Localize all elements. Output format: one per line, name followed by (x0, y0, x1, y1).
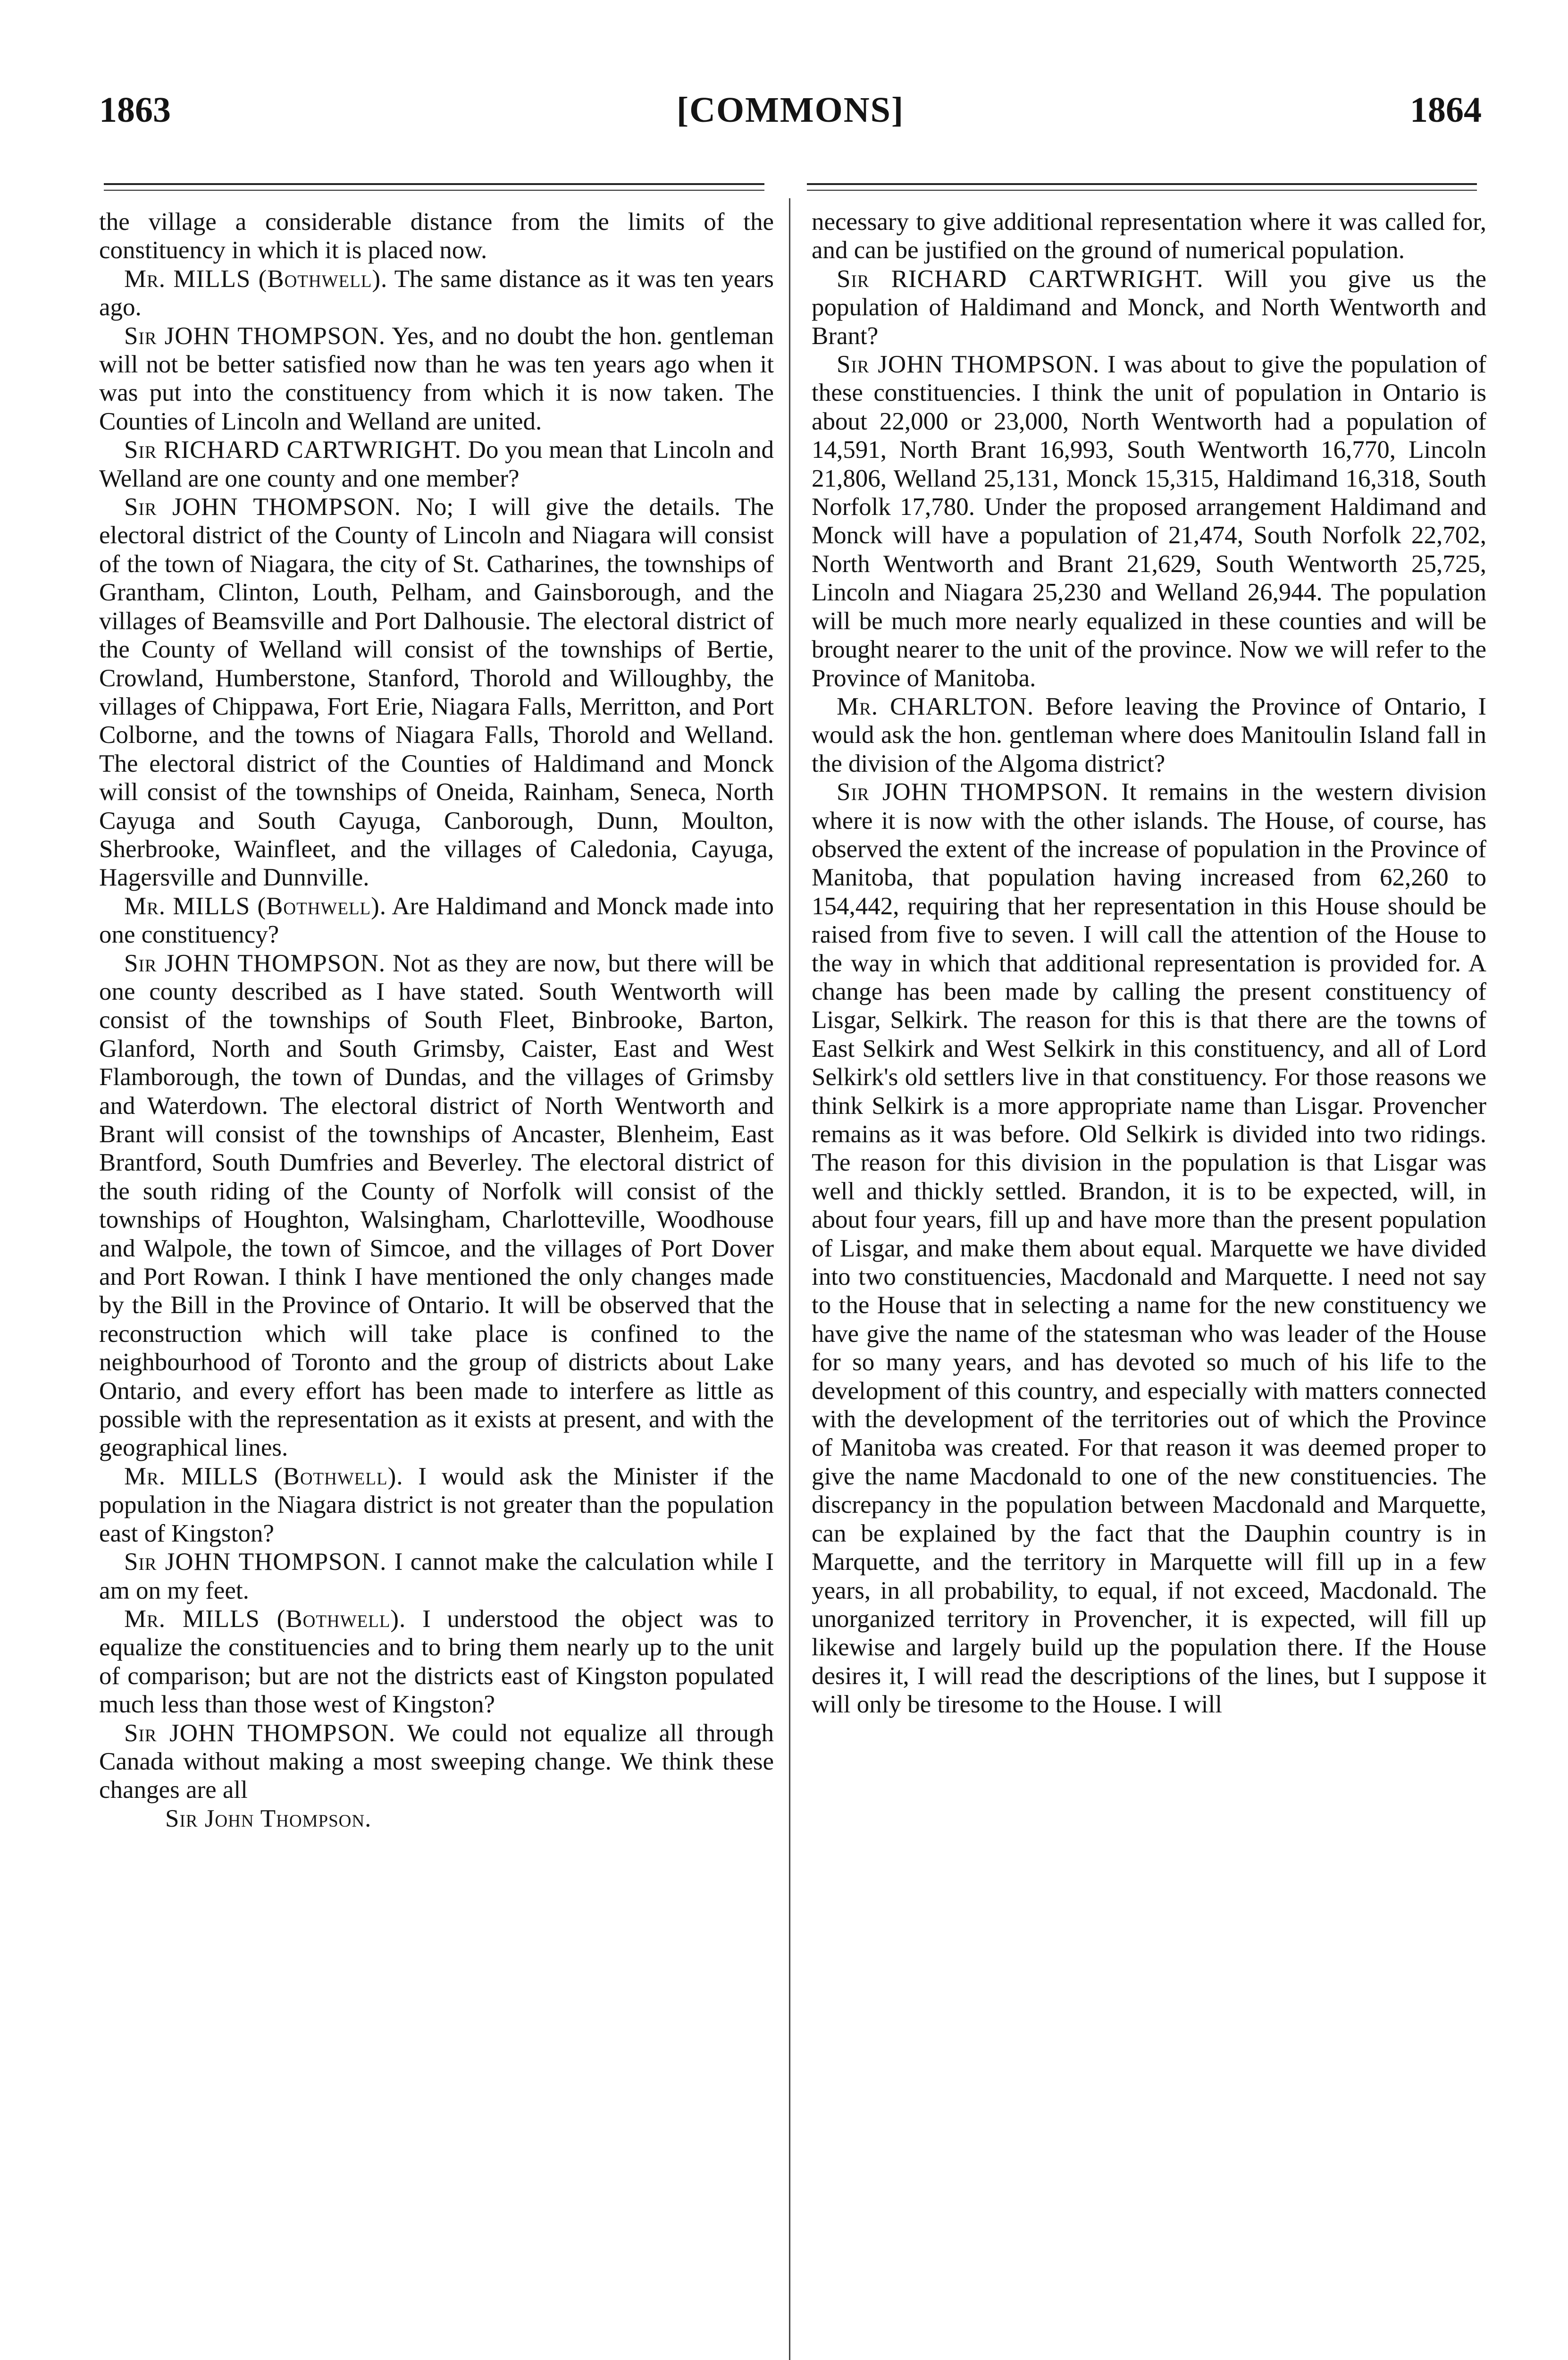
speaker-name: Sir JOHN THOMPSON. (124, 1719, 396, 1747)
paragraph: Mr. MILLS (Bothwell). I understood the object was to equalize the constituencies and to bring them nearly up to the unit of comparison; but are not the districts east of Kingston populated much less than those west of Kingston? (99, 1605, 774, 1719)
speaker-name: Sir JOHN THOMPSON. (124, 493, 402, 521)
paragraph: the village a considerable distance from the limits of the constituency in which it is placed now. (99, 208, 774, 264)
speaker-name: Mr. CHARLTON. (837, 692, 1034, 720)
paragraph: Sir JOHN THOMPSON. I cannot make the calculation while I am on my feet. (99, 1548, 774, 1604)
header-rule-right-bottom (807, 190, 1477, 191)
paragraph: Sir JOHN THOMPSON. Yes, and no doubt the hon. gentleman will not be better satisfied now than he was ten years ago when it was put into the constituency from which it is now taken. The Counties of Lincoln and Welland are united. (99, 322, 774, 435)
header-rule-left-top (104, 183, 764, 185)
page-header (99, 90, 1482, 142)
speaker-name: Sir RICHARD CARTWRIGHT. (837, 265, 1204, 293)
paragraph: Mr. MILLS (Bothwell). Are Haldimand and Monck made into one constituency? (99, 892, 774, 949)
column-divider (789, 198, 790, 2360)
signature: Sir John Thompson. (165, 1804, 372, 1832)
paragraph: Sir JOHN THOMPSON. It remains in the western division where it is now with the other islands. The House, of course, has observed the extent of the increase of population in the Province of Manitoba, that population having increased from 62,260 to 154,442, requiring that her representation in this House should be raised from five to seven. I will call the attention of the House to the way in which that additional representation is provided for. A change has been made by calling the present constituency of Lisgar, Selkirk. The reason for this is that there are the towns of East Selkirk and West Selkirk in this constituency, and all of Lord Selkirk's old settlers live in that constituency. For those reasons we think Selkirk is a more appropriate name than Lisgar. Provencher remains as it was before. Old Selkirk is divided into two ridings. The reason for this division in the population is that Lisgar was well and thickly settled. Brandon, it is to be expected, will, in about four years, fill up and have more than the present population of Lisgar, and make them about equal. Marquette we have divided into two constituencies, Macdonald and Marquette. I need not say to the House that in selecting a name for the new constituency we have give the name of the statesman who was leader of the House for so many years, and has devoted so much of his life to the development of this country, and especially with matters connected with the development of the territories out of which the Province of Manitoba was created. For that reason it was deemed proper to give the name Macdonald to one of the new constituencies. The discrepancy in the population between Macdonald and Marquette, can be explained by the fact that the Dauphin country is in Marquette, and the territory in Marquette will fill up in a few years, in all probability, to equal, if not exceed, Macdonald. The unorganized territory in Provencher, it is expected, will fill up likewise and largely build up the population there. If the House desires it, I will read the descriptions of the lines, but I suppose it will only be tiresome to the House. I will (812, 778, 1486, 1719)
paragraph: necessary to give additional representation where it was called for, and can be justified on the ground of numerical population. (812, 208, 1486, 264)
paragraph: Mr. CHARLTON. Before leaving the Province of Ontario, I would ask the hon. gentleman where does Manitoulin Island fall in the division of the Algoma district? (812, 692, 1486, 777)
paragraph: Sir RICHARD CARTWRIGHT. Do you mean that Lincoln and Welland are one county and one member? (99, 436, 774, 492)
page-number-right: 1864 (1410, 90, 1482, 130)
speaker-name: Sir JOHN THOMPSON. (124, 949, 386, 977)
paragraph: Sir RICHARD CARTWRIGHT. Will you give us the population of Haldimand and Monck, and North Wentworth and Brant? (812, 265, 1486, 350)
speaker-name: Sir RICHARD CARTWRIGHT. (124, 436, 461, 464)
paragraph: Sir JOHN THOMPSON. We could not equalize all through Canada without making a most sweeping change. We think these changes are all (99, 1719, 774, 1804)
paragraph: Sir JOHN THOMPSON. I was about to give the population of these constituencies. I think the unit of population in Ontario is about 22,000 or 23,000, North Wentworth had a population of 14,591, North Brant 16,993, South Wentworth 16,770, Lincoln 21,806, Welland 25,131, Monck 15,315, Haldimand 16,318, South Norfolk 17,780. Under the proposed arrangement Haldimand and Monck will have a population of 21,474, South Norfolk 22,702, North Wentworth and Brant 21,629, South Wentworth 25,725, Lincoln and Niagara 25,230 and Welland 26,944. The population will be much more nearly equalized in these counties and will be brought nearer to the unit of the province. Now we will refer to the Province of Manitoba. (812, 351, 1486, 692)
header-rule-right-top (807, 183, 1477, 185)
speaker-name: Sir JOHN THOMPSON. (124, 322, 386, 350)
header-rule-left-bottom (104, 190, 764, 191)
speaker-name: Sir JOHN THOMPSON. (837, 778, 1109, 806)
paragraph: Mr. MILLS (Bothwell). The same distance as it was ten years ago. (99, 265, 774, 321)
speaker-name: Sir JOHN THOMPSON. (837, 351, 1100, 379)
speaker-name: Sir JOHN THOMPSON. (124, 1548, 387, 1576)
speaker-name: Mr. MILLS (Bothwell). (124, 1462, 403, 1490)
speaker-name: Mr. MILLS (Bothwell). (124, 892, 387, 920)
paragraph: Sir JOHN THOMPSON. Not as they are now, but there will be one county described as I have stated. South Wentworth will consist of the townships of South Fleet, Binbrooke, Barton, Glanford, North and South Grimsby, Caister, East and West Flamborough, the town of Dundas, and the villages of Grimsby and Waterdown. The electoral district of North Wentworth and Brant will consist of the townships of Ancaster, Blenheim, East Brantford, South Dumfries and Beverley. The electoral district of the south riding of the County of Norfolk will consist of the townships of Houghton, Walsingham, Charlotteville, Woodhouse and Walpole, the town of Simcoe, and the villages of Port Dover and Port Rowan. I think I have mentioned the only changes made by the Bill in the Province of Ontario. It will be observed that the reconstruction which will take place is confined to the neighbourhood of Toronto and the group of districts about Lake Ontario, and every effort has been made to interfere as little as possible with the representation as it exists at present, and with the geographical lines. (99, 949, 774, 1462)
speaker-name: Mr. MILLS (Bothwell). (124, 265, 388, 293)
right-column (812, 208, 1486, 2360)
page-number-left: 1863 (99, 90, 171, 130)
paragraph: Sir JOHN THOMPSON. No; I will give the details. The electoral district of the County of Lincoln and Niagara will consist of the town of Niagara, the city of St. Catharines, the townships of Grantham, Clinton, Louth, Pelham, and Gainsborough, and the villages of Beamsville and Port Dalhousie. The electoral district of the County of Welland will consist of the townships of Bertie, Crowland, Humberstone, Stanford, Thorold and Willoughby, the villages of Chippawa, Fort Erie, Niagara Falls, Merritton, and Port Colborne, and the towns of Niagara Falls, Thorold and Welland. The electoral district of the Counties of Haldimand and Monck will consist of the townships of Oneida, Rainham, Seneca, North Cayuga and South Cayuga, Canborough, Dunn, Moulton, Sherbrooke, Wainfleet, and the villages of Caledonia, Cayuga, Hagersville and Dunnville. (99, 493, 774, 892)
speaker-name: Mr. MILLS (Bothwell). (124, 1605, 406, 1633)
left-column (99, 208, 774, 2360)
section-title: [COMMONS] (676, 90, 905, 130)
paragraph: Mr. MILLS (Bothwell). I would ask the Minister if the population in the Niagara district is not greater than the population east of Kingston? (99, 1462, 774, 1547)
